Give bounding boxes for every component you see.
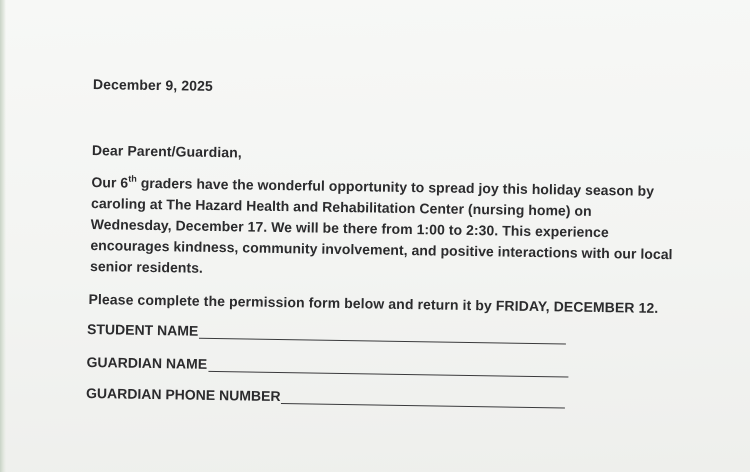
guardian-phone-field <box>86 385 566 409</box>
guardian-name-blank <box>208 357 568 378</box>
guardian-name-label: GUARDIAN NAME <box>86 353 208 372</box>
guardian-phone-blank <box>281 389 565 408</box>
guardian-name-field <box>86 354 568 378</box>
letter-body-start: Our 6 <box>91 174 129 191</box>
letter-greeting: Dear Parent/Guardian, <box>91 142 242 161</box>
ordinal-superscript: th <box>128 173 137 184</box>
student-name-field <box>87 321 566 345</box>
letter-date: December 9, 2025 <box>92 76 213 94</box>
return-instruction: Please complete the permission form below and return it by FRIDAY, DECEMBER 12. <box>88 291 659 316</box>
guardian-phone-label: GUARDIAN PHONE NUMBER <box>85 384 281 405</box>
letter-body-rest: graders have the wonderful opportunity to spread joy this holiday season by caroling at The Hazard Health and Rehabilitation Center (nursing home) on Wednesday, December 17. We will be there from 1:00 to 2:30. This experience encourages kindness, community involvement, and positive interactions with our local senior residents. <box>89 174 673 276</box>
student-name-label: STUDENT NAME <box>86 320 199 339</box>
student-name-blank <box>199 324 566 345</box>
letter-body <box>90 172 677 286</box>
